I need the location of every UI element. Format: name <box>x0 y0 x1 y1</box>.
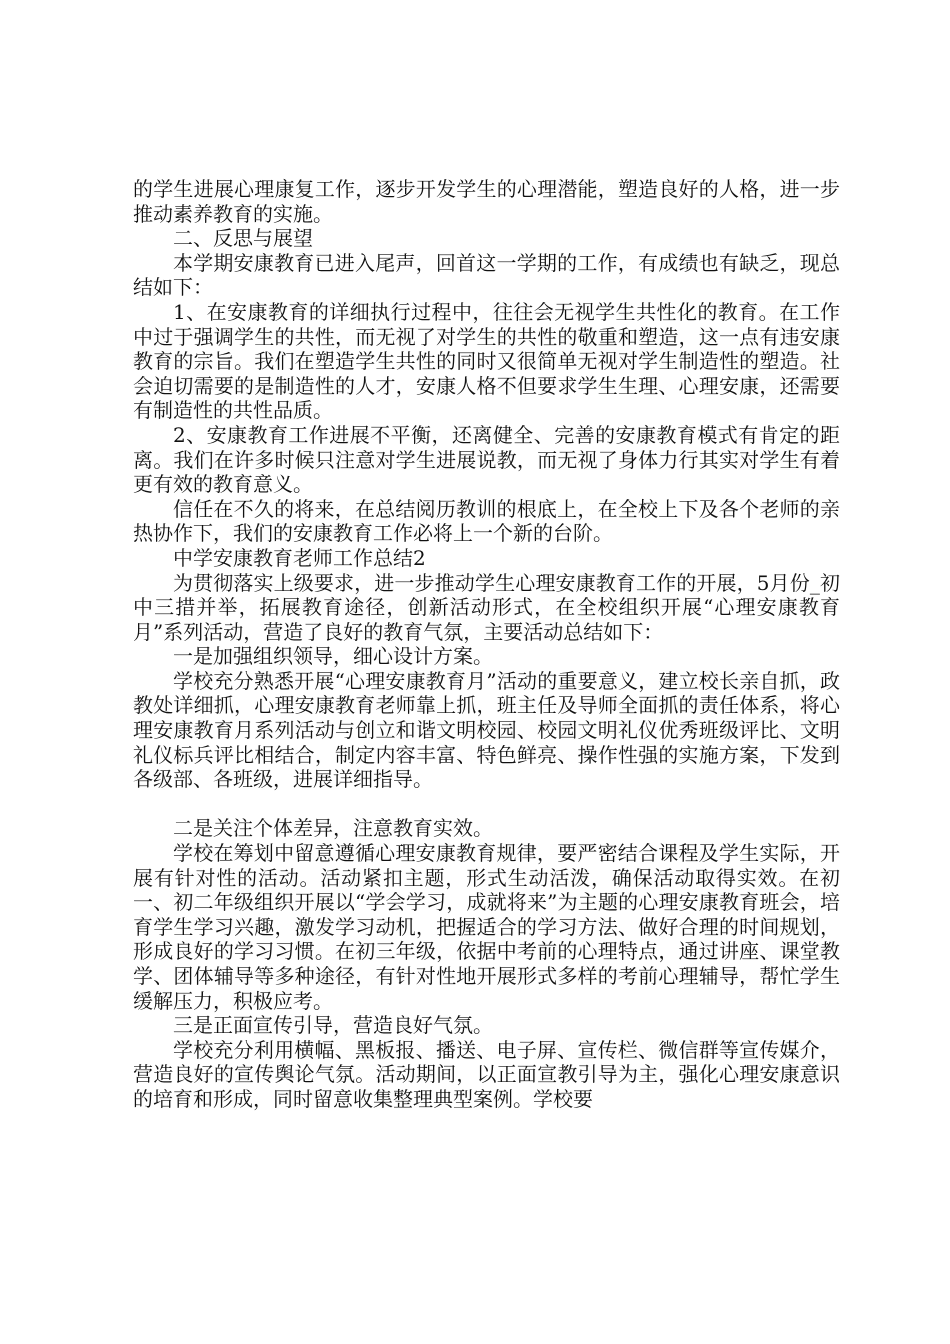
subheading: 三是正面宣传引导，营造良好气氛。 <box>173 1013 493 1038</box>
subheading: 二是关注个体差异，注意教育实效。 <box>173 816 493 841</box>
paragraph: 学校在筹划中留意遵循心理安康教育规律，要严密结合课程及学生实际，开展有针对性的活动。活动紧扣主题，形式生动活泼，确保活动取得实效。在初一、初二年级组织开展以“学会学习，成就将来”为主题的心理安康教育班会，培育学生学习兴趣，激发学习动机，把握适合的学习方法、做好合理的时间规划，形成良好的学习习惯。在初三年级，依据中考前的心理特点，通过讲座、课堂教学、团体辅导等多种途径，有针对性地开展形式多样的考前心理辅导，帮忙学生缓解压力，积极应考。 <box>133 841 840 1013</box>
paragraph-gap <box>133 792 840 817</box>
paragraph: 本学期安康教育已进入尾声，回首这一学期的工作，有成绩也有缺乏，现总结如下： <box>133 250 840 300</box>
section-heading: 中学安康教育老师工作总结2 <box>173 545 426 570</box>
paragraph: 学校充分利用横幅、黑板报、播送、电子屏、宣传栏、微信群等宣传媒介，营造良好的宣传舆论气氛。活动期间，以正面宣教引导为主，强化心理安康意识的培育和形成，同时留意收集整理典型案例。学校要 <box>133 1037 840 1111</box>
paragraph: 为贯彻落实上级要求，进一步推动学生心理安康教育工作的开展，5月份_初中三措并举，拓展教育途径，创新活动形式，在全校组织开展“心理安康教育月”系列活动，营造了良好的教育气氛，主要活动总结如下： <box>133 570 840 644</box>
paragraph: 信任在不久的将来，在总结阅历教训的根底上，在全校上下及各个老师的亲热协作下，我们的安康教育工作必将上一个新的台阶。 <box>133 496 840 546</box>
subheading: 一是加强组织领导，细心设计方案。 <box>173 644 493 669</box>
list-item: 2、安康教育工作进展不平衡，还离健全、完善的安康教育模式有肯定的距离。我们在许多时候只注意对学生进展说教，而无视了身体力行其实对学生有着更有效的教育意义。 <box>133 422 840 497</box>
list-item: 1、在安康教育的详细执行过程中，往往会无视学生共性化的教育。在工作中过于强调学生的共性，而无视了对学生的共性的敬重和塑造，这一点有违安康教育的宗旨。我们在塑造学生共性的同时又很简单无视对学生制造性的塑造。社会迫切需要的是制造性的人才，安康人格不但要求学生生理、心理安康，还需要有制造性的共性品质。 <box>133 299 840 423</box>
section-heading: 二、反思与展望 <box>173 226 313 251</box>
paragraph: 学校充分熟悉开展“心理安康教育月”活动的重要意义，建立校长亲自抓，政教处详细抓，心理安康教育老师靠上抓，班主任及导师全面抓的责任体系，将心理安康教育月系列活动与创立和谐文明校园、校园文明礼仪优秀班级评比、文明礼仪标兵评比相结合，制定内容丰富、特色鲜亮、操作性强的实施方案，下发到各级部、各班级，进展详细指导。 <box>133 668 840 792</box>
document-body <box>133 177 840 1112</box>
paragraph: 的学生进展心理康复工作，逐步开发学生的心理潜能，塑造良好的人格，进一步推动素养教育的实施。 <box>133 177 840 226</box>
